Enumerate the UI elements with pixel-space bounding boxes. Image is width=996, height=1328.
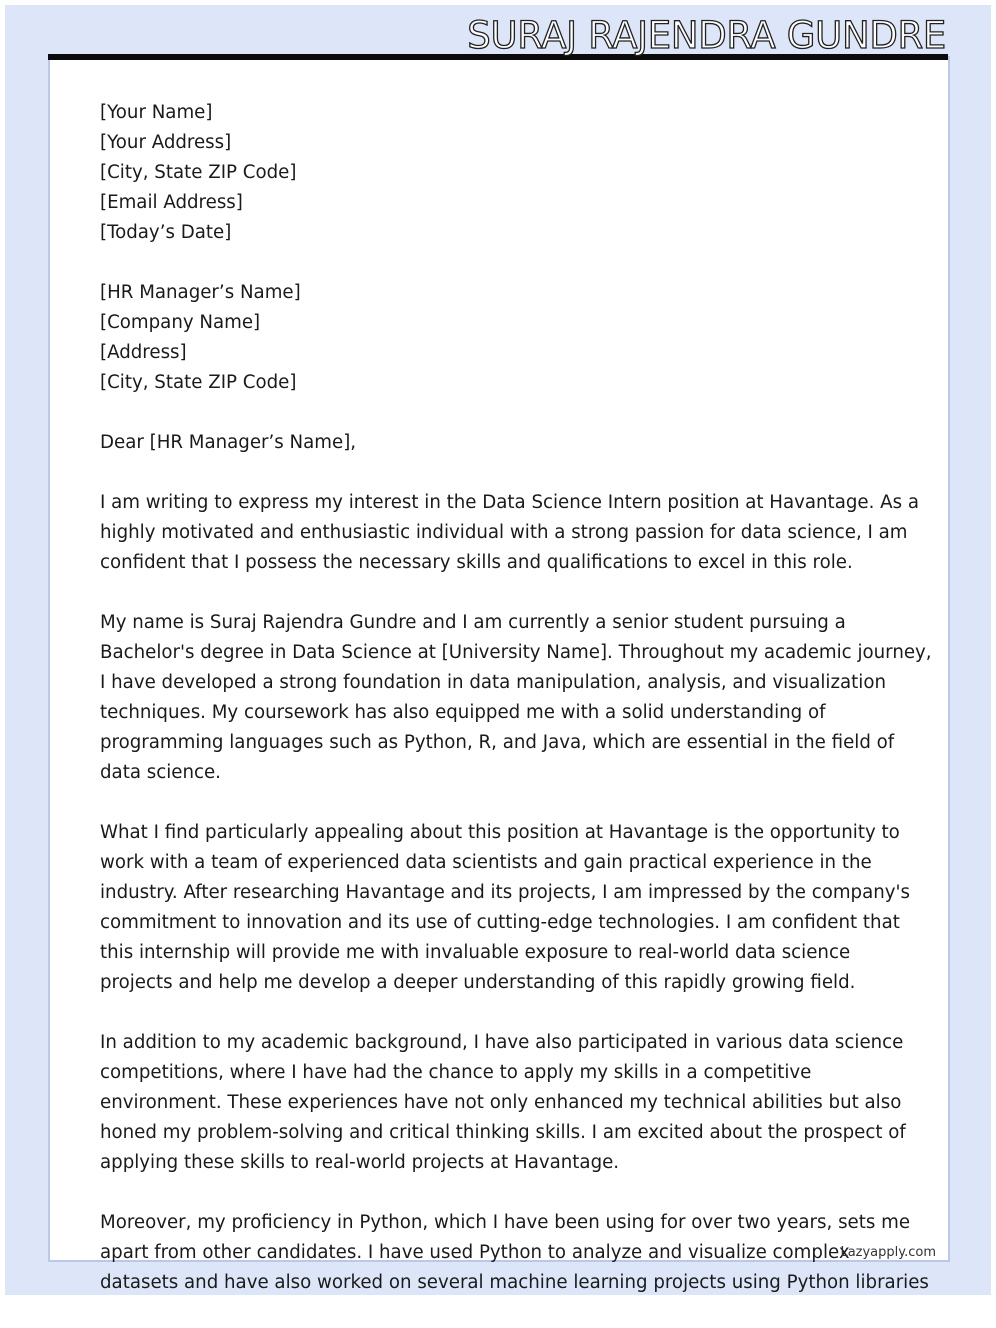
sender-address: [Your Address]: [100, 132, 232, 153]
paragraph-line: this internship will provide me with invaluable exposure to real-world data science: [100, 942, 851, 963]
recipient-name: [HR Manager’s Name]: [100, 282, 301, 303]
salutation-text: Dear [HR Manager’s Name],: [100, 432, 357, 453]
paragraph-line: What I find particularly appealing about this position at Havantage is the opportunity to: [100, 822, 900, 843]
paragraph-line: competitions, where I have had the chance to apply my skills in a competitive: [100, 1062, 812, 1083]
paragraph-line: applying these skills to real-world projects at Havantage.: [100, 1152, 620, 1173]
watermark-text: Lazyapply.com: [840, 1245, 936, 1260]
paragraph-line: apart from other candidates. I have used Python to analyze and visualize complex: [100, 1242, 850, 1263]
paragraph-line: I have developed a strong foundation in data manipulation, analysis, and visualization: [100, 672, 886, 693]
paragraph-line: environment. These experiences have not only enhanced my technical abilities but also: [100, 1092, 902, 1113]
paragraph-line: data science.: [100, 762, 221, 783]
paragraph-line: industry. After researching Havantage and its projects, I am impressed by the company's: [100, 882, 911, 903]
paragraph-line: techniques. My coursework has also equipped me with a solid understanding of: [100, 702, 826, 723]
paragraph-line: Bachelor's degree in Data Science at [University Name]. Throughout my academic journey,: [100, 642, 932, 663]
recipient-company: [Company Name]: [100, 312, 261, 333]
sender-city-state-zip: [City, State ZIP Code]: [100, 162, 297, 183]
sender-block: [100, 98, 912, 248]
cover-letter-body: [100, 98, 932, 1328]
paragraph-line: projects and help me develop a deeper understanding of this rapidly growing field.: [100, 972, 856, 993]
paragraph-line: commitment to innovation and its use of cutting-edge technologies. I am confident that: [100, 912, 900, 933]
paragraph-competitions: [100, 1028, 912, 1178]
paragraph-line: programming languages such as Python, R, and Java, which are essential in the field of: [100, 732, 895, 753]
salutation: [100, 428, 912, 458]
letter-date: [Today’s Date]: [100, 222, 232, 243]
paragraph-motivation: [100, 818, 912, 998]
paragraph-python: [100, 1208, 929, 1298]
paragraph-line: highly motivated and enthusiastic individual with a strong passion for data science, I am: [100, 522, 908, 543]
sender-email: [Email Address]: [100, 192, 243, 213]
paragraph-background: [100, 608, 932, 788]
paragraph-line: In addition to my academic background, I have also participated in various data science: [100, 1032, 904, 1053]
sender-name: [Your Name]: [100, 102, 213, 123]
recipient-address: [Address]: [100, 342, 187, 363]
paragraph-line: honed my problem-solving and critical thinking skills. I am excited about the prospect of: [100, 1122, 906, 1143]
paragraph-intro: [100, 488, 919, 578]
recipient-block: [100, 278, 912, 398]
paragraph-line: Moreover, my proficiency in Python, which I have been using for over two years, sets me: [100, 1212, 911, 1233]
paragraph-line: datasets and have also worked on several machine learning projects using Python libraries: [100, 1272, 929, 1293]
applicant-name-heading: SURAJ RAJENDRA GUNDRE: [467, 14, 946, 57]
paragraph-line: work with a team of experienced data scientists and gain practical experience in the: [100, 852, 872, 873]
paragraph-line: confident that I possess the necessary skills and qualifications to excel in this role.: [100, 552, 853, 573]
recipient-city-state-zip: [City, State ZIP Code]: [100, 372, 297, 393]
paragraph-line: I am writing to express my interest in the Data Science Intern position at Havantage. As a: [100, 492, 919, 513]
paragraph-line: My name is Suraj Rajendra Gundre and I am currently a senior student pursuing a: [100, 612, 846, 633]
